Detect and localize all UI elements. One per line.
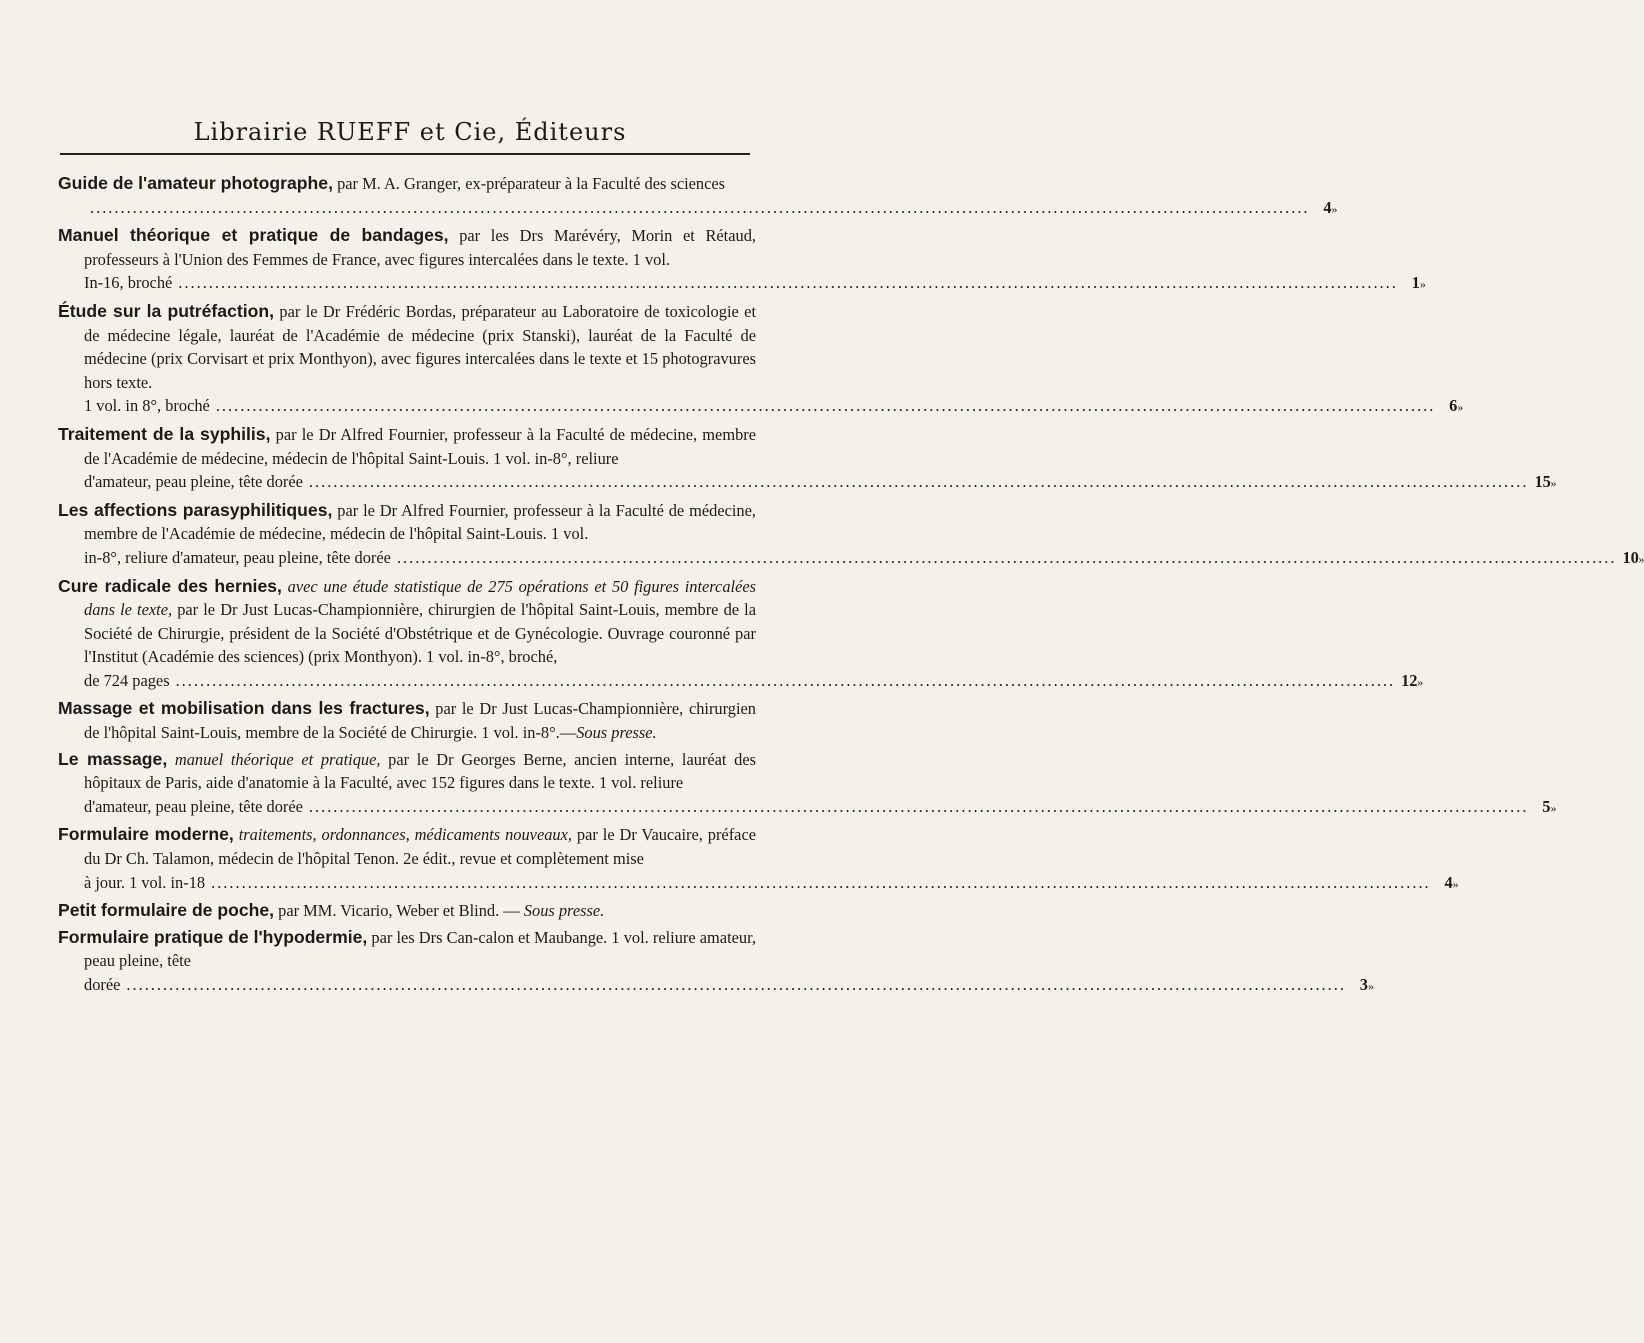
book-title: Guide de l'amateur photographe, xyxy=(58,173,333,193)
book-title: Formulaire moderne, xyxy=(58,824,234,845)
leader-dots: ........................................................................................................................................................................................................ xyxy=(178,273,1398,293)
book-entry xyxy=(58,823,756,870)
book-entry xyxy=(58,697,756,744)
book-price: 10 xyxy=(1622,547,1639,567)
price-line xyxy=(58,795,1557,821)
book-description: par le Dr Alfred Fournier, professeur à la Faculté de médecine, membre de l'Académie de médecine, médecin de l'hôpital Saint-Louis. 1 vol. xyxy=(84,500,756,544)
book-description: par le Dr Just Lucas-Championnière, chirurgien de l'hôpital Saint-Louis, membre de la Société de Chirurgie. 1 vol. in-8°.— xyxy=(84,699,756,743)
book-format: dorée xyxy=(84,975,121,994)
book-title: Formulaire pratique de l'hypodermie, xyxy=(58,926,368,947)
book-entry xyxy=(58,926,756,973)
book-status: Sous presse. xyxy=(523,901,605,921)
book-title: Étude sur la putréfaction, xyxy=(58,300,274,321)
header-rule xyxy=(60,153,750,155)
book-description: par MM. Vicario, Weber et Blind. — xyxy=(274,901,524,921)
leader-dots: ........................................................................................................................................................................................................ xyxy=(175,670,1396,690)
book-description: par le Dr Just Lucas-Championnière, chirurgien de l'hôpital Saint-Louis, membre de la Société de Chirurgie, président de la Société d'Obstétrique et de Gynécologie. Ouvrage couronné par l'Institut (Académie des sciences) (prix Monthyon). 1 vol. in-8°, broché, xyxy=(84,600,756,667)
book-price: 15 xyxy=(1534,472,1551,492)
price-line xyxy=(58,196,1338,222)
book-list xyxy=(58,172,1644,1002)
book-title: Le massage, xyxy=(58,748,168,769)
book-price: 12 xyxy=(1401,670,1418,690)
book-title: Petit formulaire de poche, xyxy=(58,900,275,921)
book-price: 4 xyxy=(1323,197,1332,217)
price-suffix: » xyxy=(1638,551,1644,566)
book-entry xyxy=(58,899,756,923)
price-suffix: » xyxy=(1550,476,1557,491)
price-line xyxy=(58,669,1424,695)
leader-dots: ........................................................................................................................................................................................................ xyxy=(126,975,1346,994)
book-subtitle: manuel théorique et pratique, xyxy=(167,749,381,769)
price-suffix: » xyxy=(1331,201,1338,216)
leader-dots: ........................................................................................................................................................................................................ xyxy=(215,396,1436,416)
book-format: de 724 pages xyxy=(84,670,170,690)
book-title: Traitement de la syphilis, xyxy=(58,423,271,444)
book-subtitle: avec une étude statistique de 275 opérations et 50 figures intercalées dans le texte, xyxy=(84,576,757,620)
price-suffix: » xyxy=(1452,876,1459,891)
book-format: 1 vol. in 8°, broché xyxy=(84,396,210,416)
book-entry xyxy=(58,224,756,271)
book-price: 5 xyxy=(1542,796,1551,816)
book-entry xyxy=(58,300,756,394)
leader-dots: ........................................................................................................................................................................................................ xyxy=(211,872,1431,892)
price-suffix: » xyxy=(1367,979,1374,993)
book-format: in-8°, reliure d'amateur, peau pleine, tête dorée xyxy=(84,547,391,567)
price-suffix: » xyxy=(1550,800,1557,815)
book-price: 3 xyxy=(1359,975,1368,994)
book-entry xyxy=(58,575,756,669)
leader-dots: ........................................................................................................................................................................................................ xyxy=(308,472,1529,492)
price-suffix: » xyxy=(1419,277,1426,292)
book-price: 1 xyxy=(1411,273,1420,293)
book-description: par le Dr Alfred Fournier, professeur à la Faculté de médecine, membre de l'Académie de médecine, médecin de l'hôpital Saint-Louis. 1 vol. in-8°, reliure xyxy=(84,424,756,468)
price-line xyxy=(58,394,1464,420)
book-description: par les Drs Marévéry, Morin et Rétaud, professeurs à l'Union des Femmes de France, avec figures intercalées dans le texte. 1 vol. xyxy=(84,226,756,269)
book-description: par le Dr Frédéric Bordas, préparateur au Laboratoire de toxicologie et de médecine légale, lauréat de l'Académie de médecine (prix Stanski), lauréat de la Faculté de médecine (prix Corvisart et prix Monthyon), avec figures intercalées dans le texte et 15 photogravures hors texte. xyxy=(84,301,756,392)
book-price: 6 xyxy=(1449,396,1458,416)
price-line xyxy=(58,973,1374,999)
book-entry xyxy=(58,423,756,470)
leader-dots: ........................................................................................................................................................................................................ xyxy=(308,796,1529,816)
book-title: Massage et mobilisation dans les fractures, xyxy=(58,698,430,719)
price-line xyxy=(58,271,1426,297)
book-price: 4 xyxy=(1444,872,1453,892)
leader-dots: ........................................................................................................................................................................................................ xyxy=(396,547,1617,567)
book-subtitle: traitements, ordonnances, médicaments nouveaux, xyxy=(233,825,572,845)
book-format: à jour. 1 vol. in-18 xyxy=(84,872,206,892)
book-title: Manuel théorique et pratique de bandages, xyxy=(58,225,449,246)
price-line xyxy=(58,470,1557,496)
book-format: d'amateur, peau pleine, tête dorée xyxy=(84,472,303,492)
book-entry xyxy=(58,748,756,795)
book-status: Sous presse. xyxy=(576,723,657,743)
price-line xyxy=(58,871,1459,897)
price-suffix: » xyxy=(1417,674,1424,689)
book-description: par M. A. Granger, ex-préparateur à la Faculté des sciences xyxy=(332,174,726,193)
publisher-header: Librairie RUEFF et Cie, Éditeurs xyxy=(193,118,627,146)
book-entry xyxy=(58,499,756,546)
book-entry xyxy=(58,172,756,196)
book-title: Les affections parasyphilitiques, xyxy=(58,499,333,520)
book-format: d'amateur, peau pleine, tête dorée xyxy=(84,796,303,816)
book-description: par les Drs Can-calon et Maubange. 1 vol. reliure amateur, peau pleine, tête xyxy=(84,927,756,971)
book-title: Cure radicale des hernies, xyxy=(58,575,282,596)
book-format: In-16, broché xyxy=(84,273,173,293)
leader-dots: ........................................................................................................................................................................................................ xyxy=(90,197,1310,217)
book-description: par le Dr Vaucaire, préface du Dr Ch. Talamon, médecin de l'hôpital Tenon. 2e édit., revue et complètement mise xyxy=(84,825,756,869)
price-suffix: » xyxy=(1457,400,1464,415)
price-line xyxy=(58,546,1644,572)
book-description: par le Dr Georges Berne, ancien interne, lauréat des hôpitaux de Paris, aide d'anatomie à la Faculté, avec 152 figures dans le texte. 1 vol. reliure xyxy=(84,749,757,793)
